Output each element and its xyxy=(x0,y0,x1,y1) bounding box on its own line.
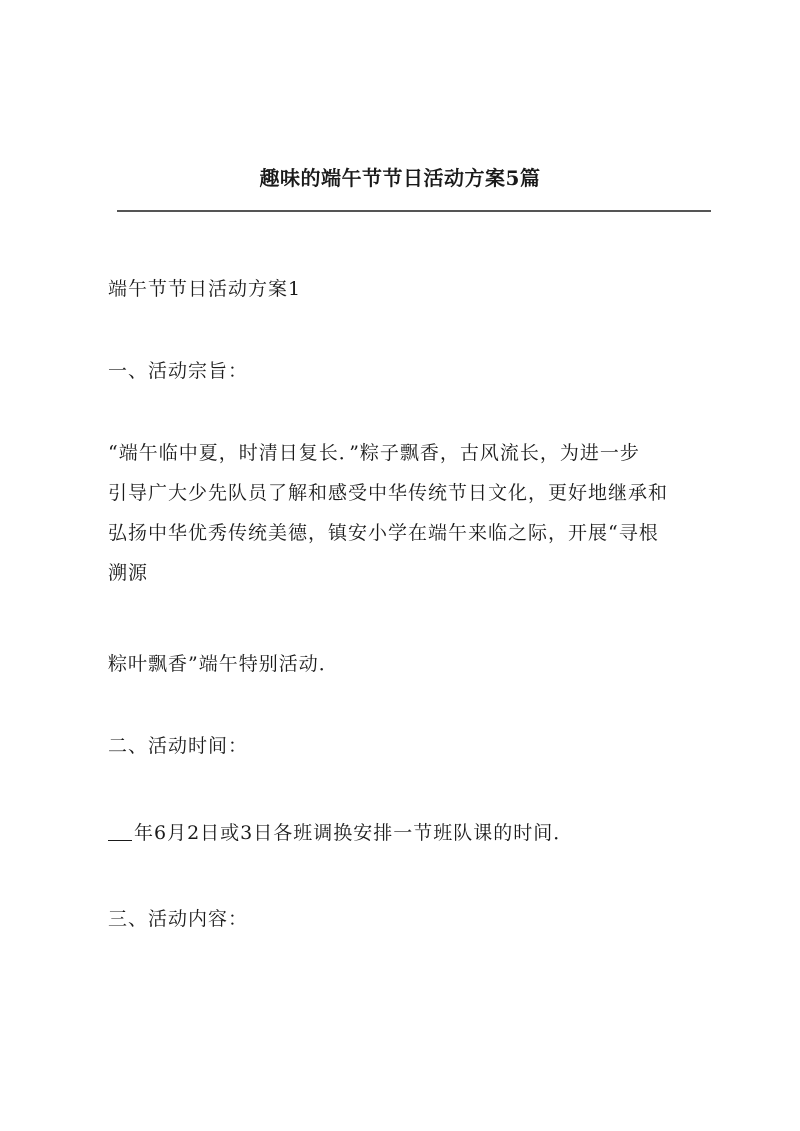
year-blank xyxy=(108,822,132,841)
heading-content: 三、活动内容： xyxy=(108,908,249,930)
purpose-paragraph xyxy=(108,440,718,600)
heading-purpose: 一、活动宗旨： xyxy=(108,360,249,382)
section-title: 端午节节日活动方案1 xyxy=(108,278,302,300)
purpose-tail: 粽叶飘香”端午特别活动． xyxy=(108,653,339,675)
title-divider xyxy=(117,210,711,212)
purpose-line: 引导广大少先队员了解和感受中华传统节日文化，更好地继承和 xyxy=(108,482,669,504)
document-title: 趣味的端午节节日活动方案5篇 xyxy=(259,166,541,190)
purpose-line: “端午临中夏，时清日复长．”粽子飘香，古风流长，为进一步 xyxy=(108,442,640,464)
heading-time: 二、活动时间： xyxy=(108,735,249,757)
purpose-line: 弘扬中华优秀传统美德，镇安小学在端午来临之际，开展“寻根 xyxy=(108,522,659,544)
time-line xyxy=(108,820,708,846)
purpose-line: 溯源 xyxy=(108,562,149,584)
time-text: 年6月2日或3日各班调换安排一节班队课的时间． xyxy=(134,822,574,844)
